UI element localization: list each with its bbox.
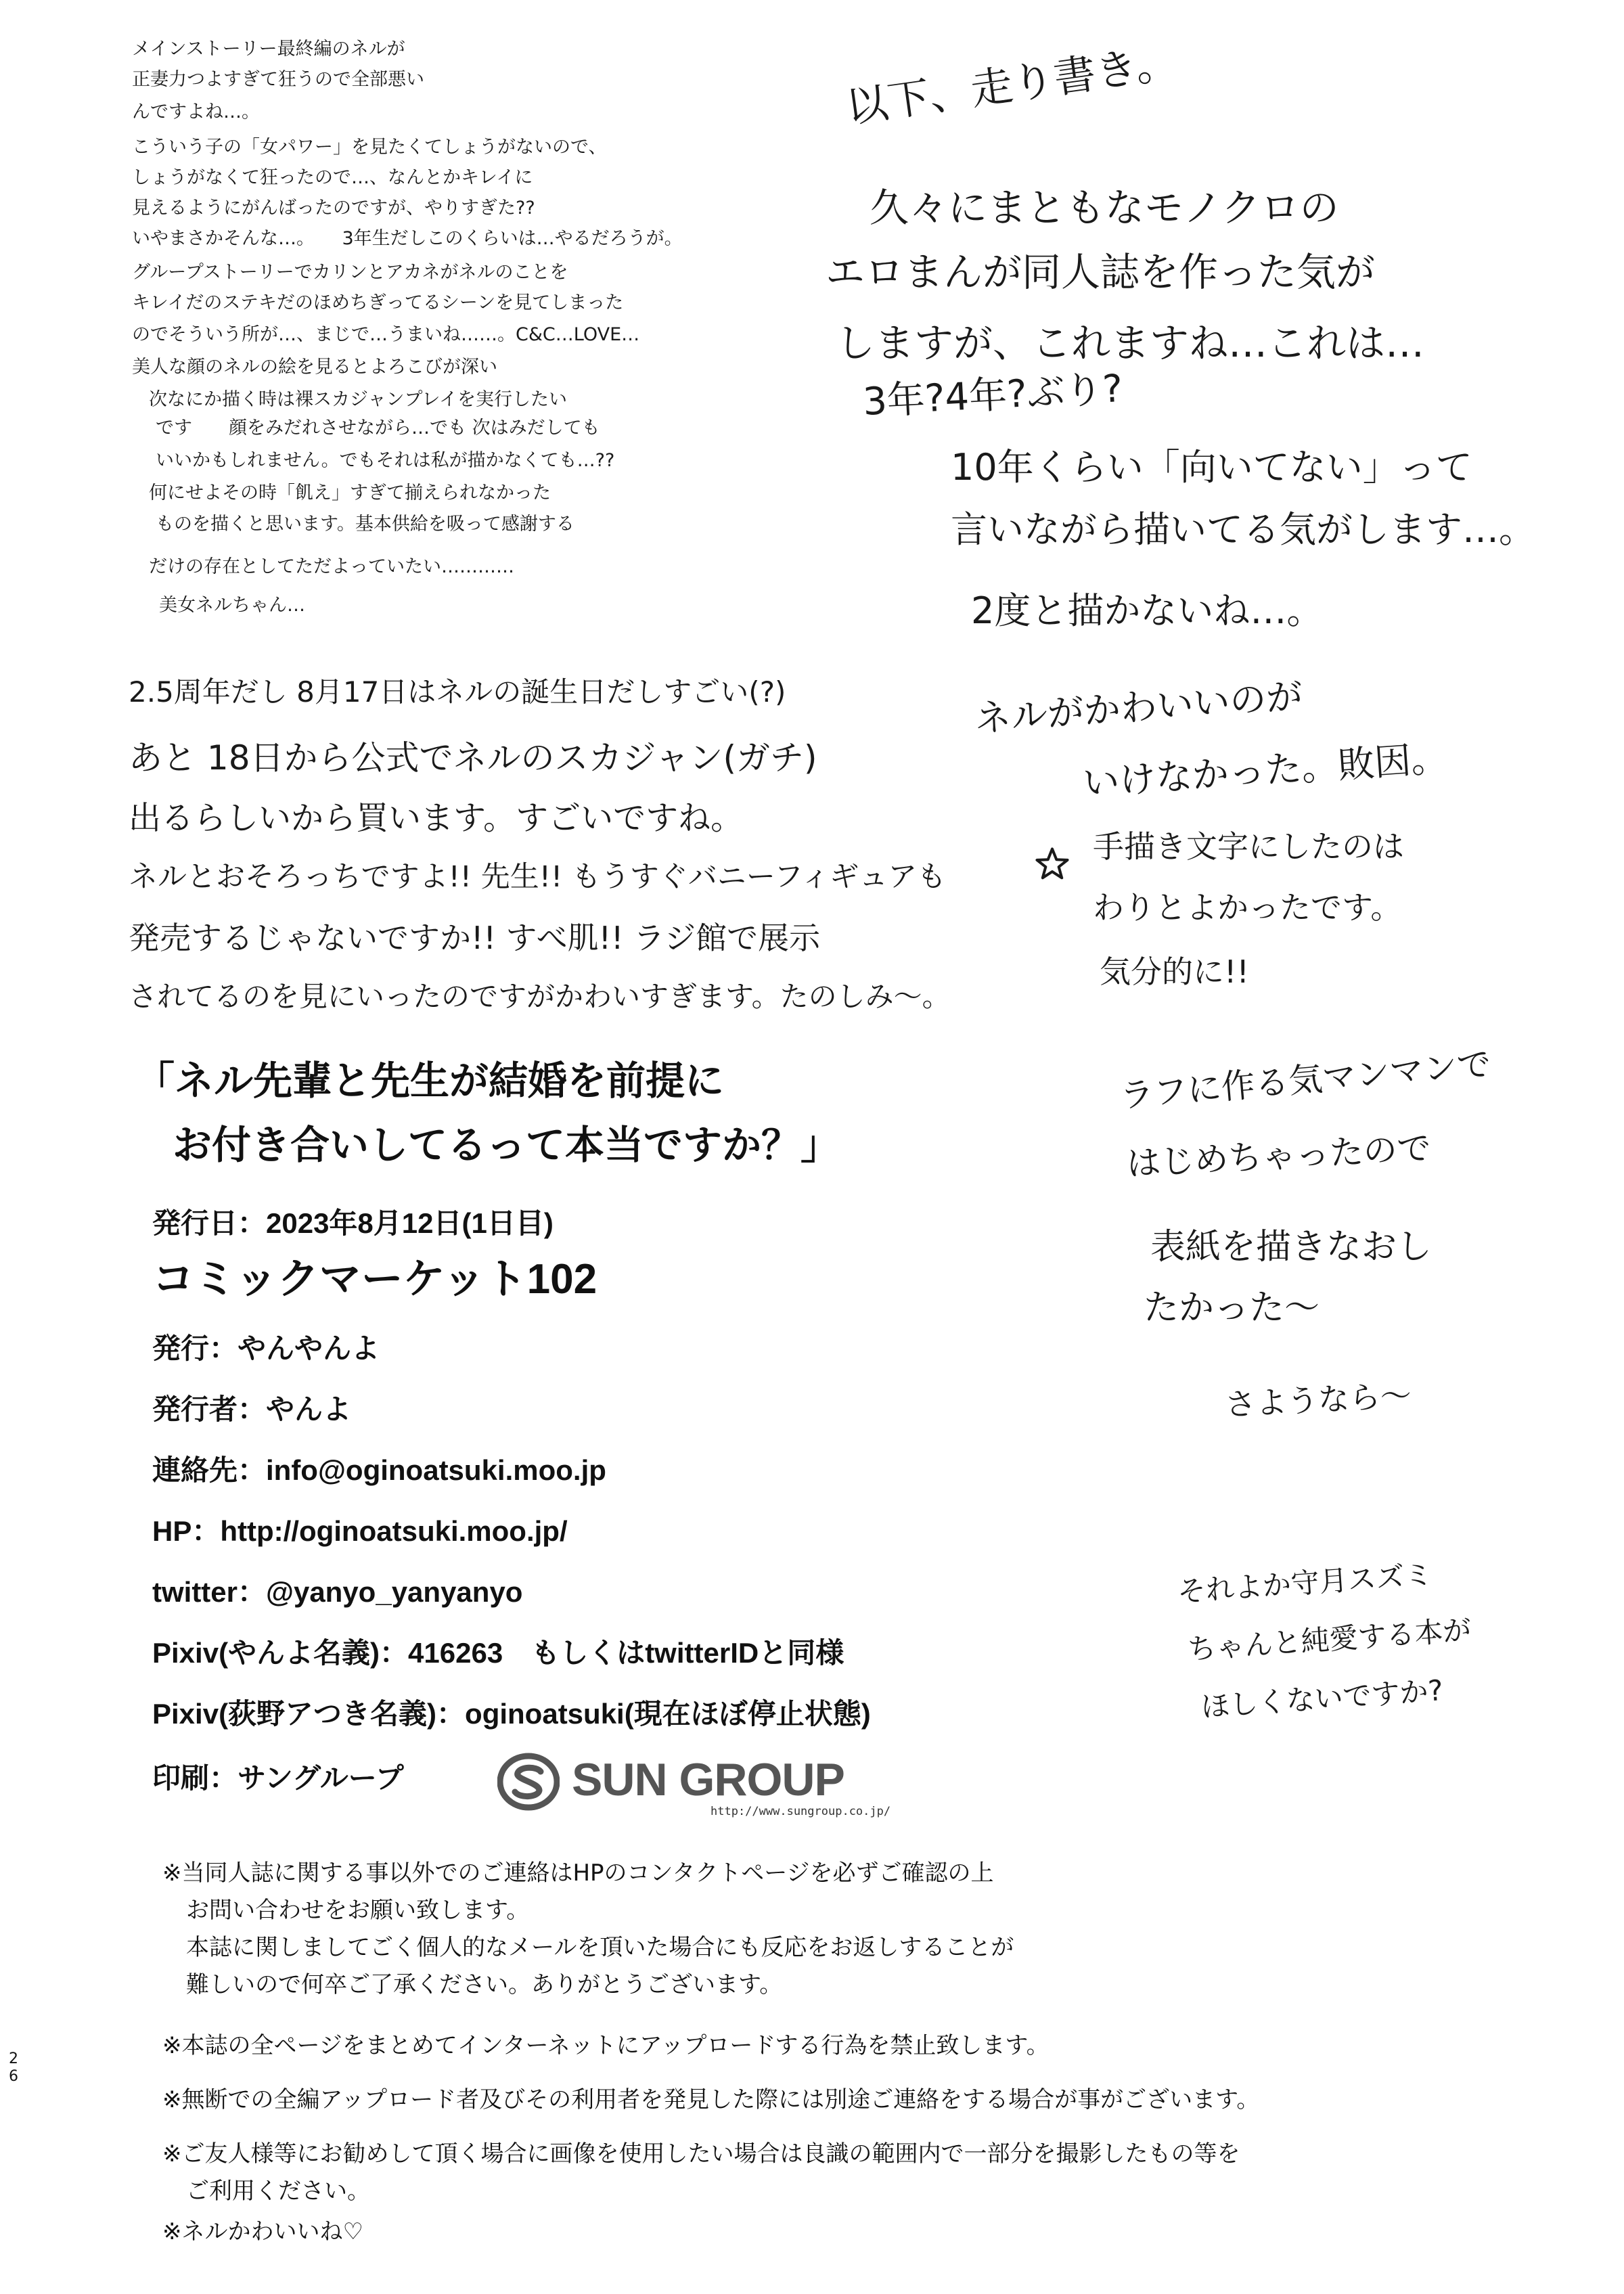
notice-line: ※ご友人様等にお勧めして頂く場合に画像を使用したい場合は良識の範囲内で一部分を撮影したもの等を [162, 2140, 1240, 2167]
publisher: 発行：やんやんよ [152, 1332, 380, 1364]
note-line: 気分的に!! [1100, 953, 1249, 990]
note-line: 何にせよその時「飢え」すぎて揃えられなかった [149, 482, 551, 503]
note-line: 正妻力つよすぎて狂うので全部悪い [132, 69, 424, 90]
note-line: メインストーリー最終編のネルが [132, 39, 405, 60]
note-line: はじめちゃったので [1125, 1128, 1433, 1184]
note-line: ラフに作る気マンマンで [1118, 1044, 1493, 1116]
twitter-handle: twitter：@yanyo_yanyanyo [152, 1576, 523, 1608]
note-line: グループストーリーでカリンとアカネがネルのことを [132, 262, 568, 283]
note-line: 次なにか描く時は裸スカジャンプレイを実行したい [149, 389, 568, 410]
pixiv-id-alt: Pixiv(荻野アつき名義)：oginoatsuki(現在ほぼ停止状態) [152, 1698, 871, 1730]
homepage-url: HP：http://oginoatsuki.moo.jp/ [152, 1515, 568, 1547]
notice-line: お問い合わせをお願い致します。 [186, 1897, 530, 1924]
note-line: ちゃんと純愛する本が [1186, 1613, 1472, 1666]
notice-line: ※当同人誌に関する事以外でのご連絡はHPのコンタクトページを必ずご確認の上 [162, 1860, 994, 1887]
notice-line: ご利用ください。 [186, 2178, 370, 2205]
note-line: だけの存在としてただよっていたい………… [149, 556, 514, 577]
notice-line: ※無断での全編アップロード者及びその利用者を発見した際には別途ご連絡をする場合が事がございます。 [162, 2086, 1260, 2113]
note-line: のでそういう所が…、まじで…うまいね……。C&C…LOVE… [132, 324, 640, 345]
contact-email: 連絡先：info@oginoatsuki.moo.jp [152, 1454, 606, 1486]
note-line: キレイだのステキだのほめちぎってるシーンを見てしまった [132, 292, 624, 313]
note-line: いけなかった。敗因。 [1081, 736, 1449, 805]
note-line: いやまさかそんな…。 3年生だしこのくらいは…やるだろうが。 [132, 228, 683, 249]
note-line: 手描き文字にしたのは [1093, 828, 1404, 865]
note-line: 美女ネルちゃん… [159, 595, 305, 616]
sungroup-logo-text: SUN GROUP [572, 1754, 844, 1805]
note-line: されてるのを見にいったのですがかわいすぎます。たのしみ〜。 [129, 980, 951, 1013]
note-line: ネルがかわいいのが [973, 675, 1305, 740]
notice-line: ※ネルかわいいね♡ [162, 2218, 363, 2245]
note-line: ものを描くと思います。基本供給を吸って感謝する [156, 514, 574, 535]
event-name: コミックマーケット102 [152, 1256, 597, 1303]
note-line: 言いながら描いてる気がします…。 [951, 508, 1535, 551]
note-line: です 顔をみだれさせながら…でも 次はみだしても [156, 418, 600, 438]
note-line: わりとよかったです。 [1093, 889, 1402, 926]
note-line: さようなら〜 [1223, 1376, 1413, 1423]
note-line: 発売するじゃないですか!! すべ肌!! ラジ館で展示 [129, 920, 821, 956]
note-line: 久々にまともなモノクロの [870, 185, 1339, 231]
note-line: たかった〜 [1144, 1288, 1320, 1328]
note-line: ネルとおそろっちですよ!! 先生!! もうすぐバニーフィギュアも [129, 860, 947, 894]
pixiv-id: Pixiv(やんよ名義)：416263 もしくはtwitterIDと同様 [152, 1637, 844, 1669]
notice-line: 本誌に関しましてごく個人的なメールを頂いた場合にも反応をお返しすることが [186, 1934, 1014, 1961]
note-line: 10年くらい「向いてない」って [951, 446, 1472, 489]
book-title-line-1: 「ネル先輩と先生が結婚を前提に [135, 1059, 725, 1103]
note-line: しょうがなくて狂ったので…、なんとかキレイに [132, 167, 533, 188]
note-line: 2.5周年だし 8月17日はネルの誕生日だしすごい(?) [129, 675, 786, 709]
note-line: エロまんが同人誌を作った気が [826, 249, 1376, 295]
sungroup-logo-url: http://www.sungroup.co.jp/ [710, 1805, 891, 1818]
note-line: 3年?4年?ぶり? [861, 366, 1124, 424]
author: 発行者：やんよ [152, 1393, 352, 1425]
note-line: いいかもしれません。でもそれは私が描かなくても…?? [156, 450, 615, 471]
note-line: 美人な顔のネルの絵を見るとよろこびが深い [132, 357, 497, 378]
note-heading: 以下、走り書き。 [842, 37, 1181, 133]
note-line: あと 18日から公式でネルのスカジャン(ガチ) [129, 738, 817, 778]
note-line: ほしくないですか? [1200, 1673, 1445, 1724]
printer: 印刷：サングループ [152, 1762, 404, 1794]
sungroup-logo-mark-icon [497, 1753, 560, 1811]
note-line: 表紙を描きなおし [1150, 1227, 1433, 1267]
book-title-line-2: お付き合いしてるって本当ですか？」 [173, 1123, 840, 1167]
issue-date: 発行日：2023年8月12日(1日目) [152, 1207, 554, 1239]
notice-line: ※本誌の全ページをまとめてインターネットにアップロードする行為を禁止致します。 [162, 2032, 1050, 2059]
sungroup-logo [497, 1749, 891, 1824]
star-icon [1034, 846, 1070, 882]
note-line: しますが、これますね…これは… [836, 320, 1425, 366]
page-number: 2 6 [9, 2050, 18, 2085]
note-line: んですよね…。 [132, 102, 260, 122]
note-line: こういう子の「女パワー」を見たくてしょうがないので、 [132, 137, 607, 158]
notice-line: 難しいので何卒ご了承ください。ありがとうございます。 [186, 1971, 783, 1998]
note-line: 2度と描かないね…。 [971, 589, 1324, 632]
note-line: 出るらしいから買います。すごいですね。 [129, 799, 744, 837]
note-line: それよか守月スズミ [1176, 1557, 1434, 1609]
note-line: 見えるようにがんばったのですが、やりすぎた?? [132, 198, 535, 219]
